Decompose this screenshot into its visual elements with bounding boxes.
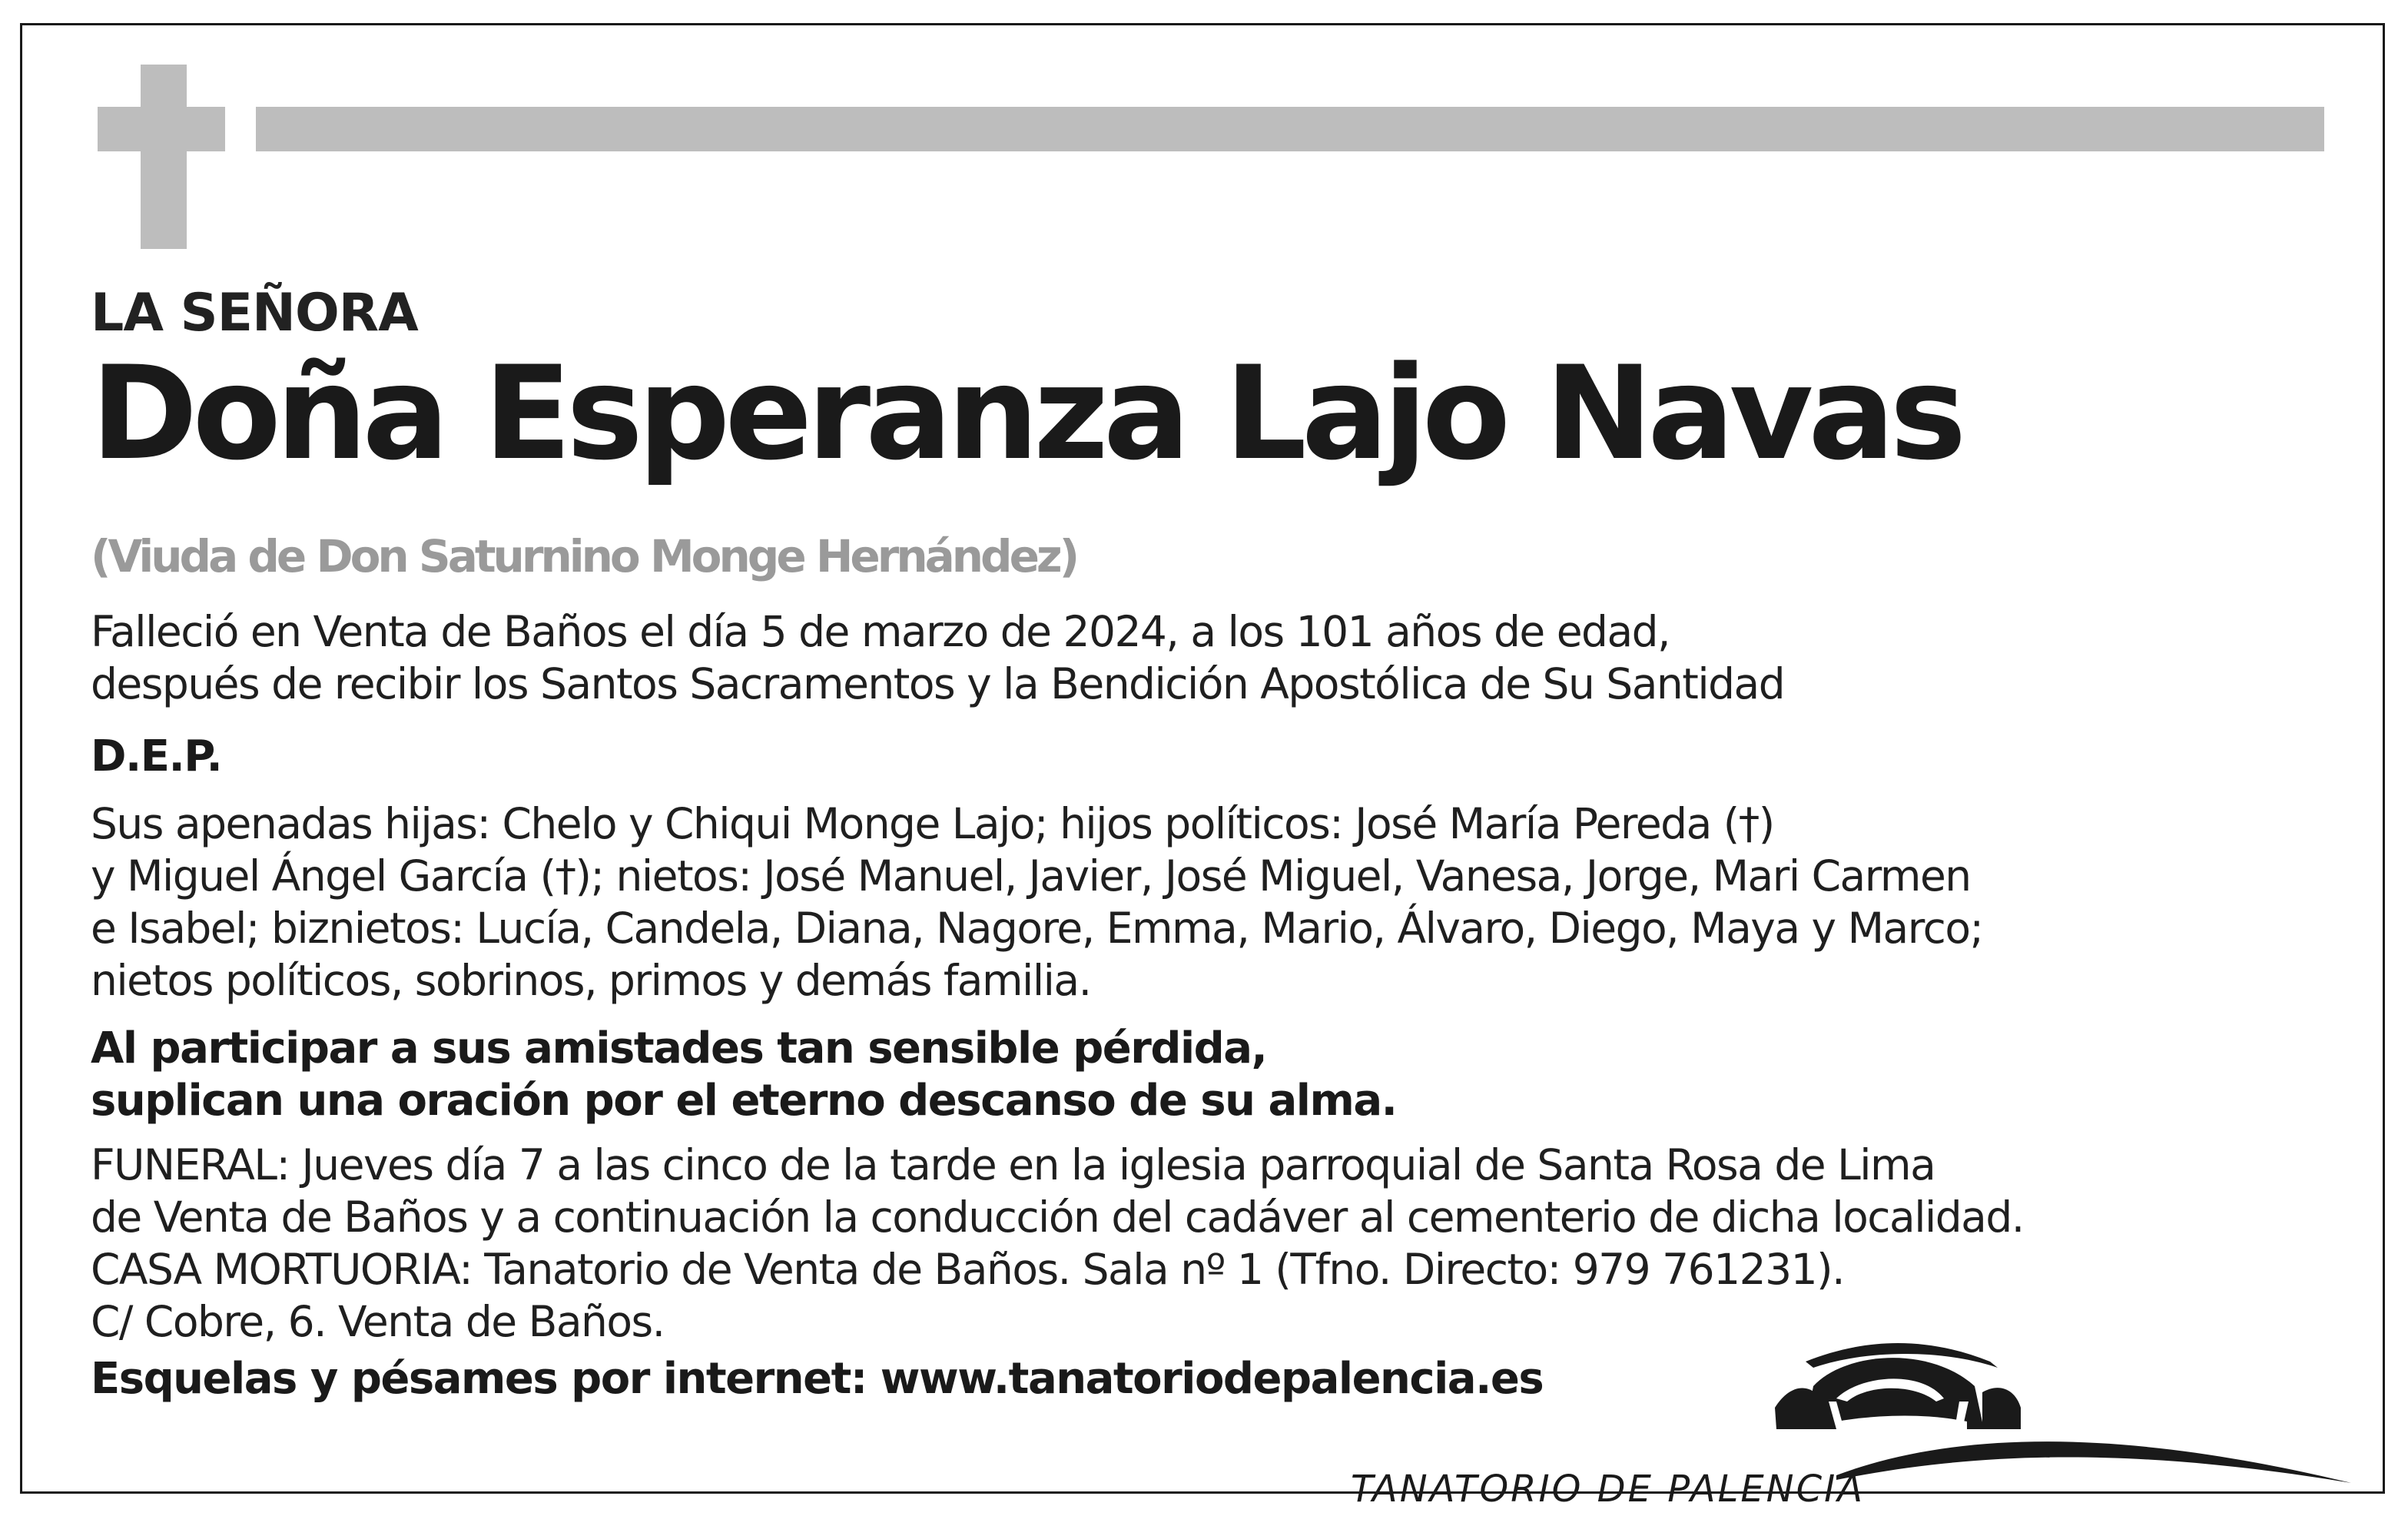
request-line-1: Al participar a sus amistades tan sensible pérdida, [91,1023,1267,1073]
widow-of: (Viuda de Don Saturnino Monge Hernández) [91,530,1077,582]
family-line-3: e Isabel; biznietos: Lucía, Candela, Diana, Nagore, Emma, Mario, Álvaro, Diego, Maya y Marco; [91,904,1983,953]
death-line-2: después de recibir los Santos Sacramentos y la Bendición Apostólica de Su Santidad [91,659,1785,708]
funeral-line-2: de Venta de Baños y a continuación la conducción del cadáver al cementerio de dicha localidad. [91,1193,2024,1242]
funeral-line-3: CASA MORTUORIA: Tanatorio de Venta de Baños. Sala nº 1 (Tfno. Directo: 979 761231). [91,1245,1845,1294]
funeral-line-1: FUNERAL: Jueves día 7 a las cinco de la tarde en la iglesia parroquial de Santa Rosa de Lima [91,1140,1935,1189]
death-line-1: Falleció en Venta de Baños el día 5 de marzo de 2024, a los 101 años de edad, [91,607,1670,656]
funeral-line-4: C/ Cobre, 6. Venta de Baños. [91,1297,665,1346]
cross-icon-horizontal [98,107,225,151]
family-line-4: nietos políticos, sobrinos, primos y demás familia. [91,956,1091,1005]
tanatorio-logo-icon [1345,1322,2359,1491]
cross-icon-vertical [141,65,187,249]
family-line-2: y Miguel Ángel García (†); nietos: José Manuel, Javier, José Miguel, Vanesa, Jorge, Mari Carmen [91,851,1971,901]
internet-line: Esquelas y pésames por internet: www.tanatoriodepalencia.es [91,1354,1544,1404]
header-bar [256,107,2324,151]
honorific: LA SEÑORA [91,283,418,343]
rip: D.E.P. [91,731,222,781]
family-line-1: Sus apenadas hijas: Chelo y Chiqui Monge Lajo; hijos políticos: José María Pereda (†) [91,799,1774,848]
request-line-2: suplican una oración por el eterno descanso de su alma. [91,1076,1397,1126]
deceased-name: Doña Esperanza Lajo Navas [91,338,1962,489]
logo-text: TANATORIO DE PALENCIA [1351,1468,1866,1511]
